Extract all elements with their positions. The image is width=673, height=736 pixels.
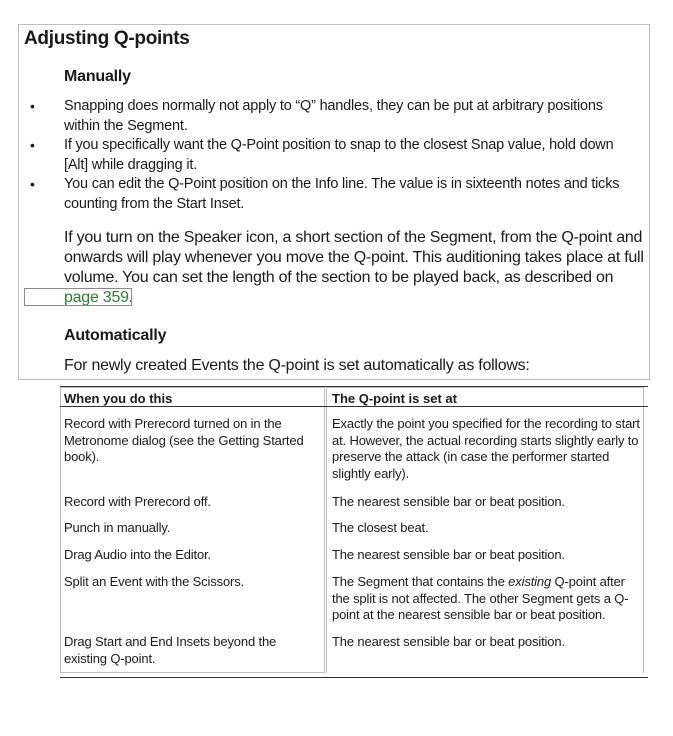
table-cell-action: Punch in manually. (64, 520, 171, 535)
manual-bullet-list (30, 97, 640, 214)
table-cell-result: The nearest sensible bar or beat position. (332, 634, 565, 649)
bullet-text: You can edit the Q-Point position on the Info line. The value is in sixteenth notes and ticks counting from the Start Inset. (64, 176, 620, 212)
bullet-icon: • (30, 137, 35, 153)
speaker-paragraph (64, 228, 648, 308)
paragraph-text: If you turn on the Speaker icon, a short section of the Segment, from the Q-point and onwards will play whenever you move the Q-point. This auditioning takes place at full volume. You can set the length of the section to be played back, as described on (64, 229, 644, 286)
section-heading: Adjusting Q-points (24, 28, 190, 49)
result-text: The Segment that contains the (332, 574, 509, 589)
bullet-text: Snapping does normally not apply to “Q” handles, they can be put at arbitrary positions within the Segment. (64, 98, 603, 134)
page-link[interactable]: page 359 (64, 289, 129, 306)
automatic-heading: Automatically (64, 327, 167, 344)
list-item (30, 136, 640, 175)
table-cell-action: Record with Prerecord off. (64, 494, 211, 509)
list-item (30, 175, 640, 214)
bullet-icon: • (30, 98, 35, 114)
table-cell-action: Split an Event with the Scissors. (64, 574, 245, 589)
table-cell-result: Exactly the point you specified for the recording to start at. However, the actual recording starts slightly early to preserve the attack (in case the performer started slightly early). (332, 416, 640, 481)
table-header-result: The Q-point is set at (332, 391, 457, 406)
list-item (30, 97, 640, 136)
bullet-text: If you specifically want the Q-Point position to snap to the closest Snap value, hold down [Alt] while dragging it. (64, 137, 614, 173)
link-suffix: . (128, 289, 133, 306)
result-text: Q-point after the split is not affected. The other Segment gets a Q-point at the nearest sensible bar or beat position. (332, 574, 629, 622)
table-top-rule (60, 386, 648, 387)
table-bottom-rule (60, 677, 648, 678)
automatic-intro: For newly created Events the Q-point is set automatically as follows: (64, 357, 530, 374)
table-cell-action: Drag Audio into the Editor. (64, 547, 211, 562)
table-cell-result: The closest beat. (332, 520, 429, 535)
link-highlight-box (24, 288, 132, 306)
table-cell-action: Drag Start and End Insets beyond the existing Q-point. (64, 634, 277, 666)
result-emphasis: existing (508, 574, 552, 589)
table-cell-result (332, 574, 642, 624)
manual-heading: Manually (64, 68, 131, 85)
table-header-rule (60, 406, 648, 407)
table-header-action: When you do this (64, 391, 173, 406)
bullet-icon: • (30, 176, 35, 192)
table-cell-result: The nearest sensible bar or beat position. (332, 494, 565, 509)
table-cell-result: The nearest sensible bar or beat position. (332, 547, 565, 562)
table-cell-action: Record with Prerecord turned on in the Metronome dialog (see the Getting Started book). (64, 416, 304, 464)
